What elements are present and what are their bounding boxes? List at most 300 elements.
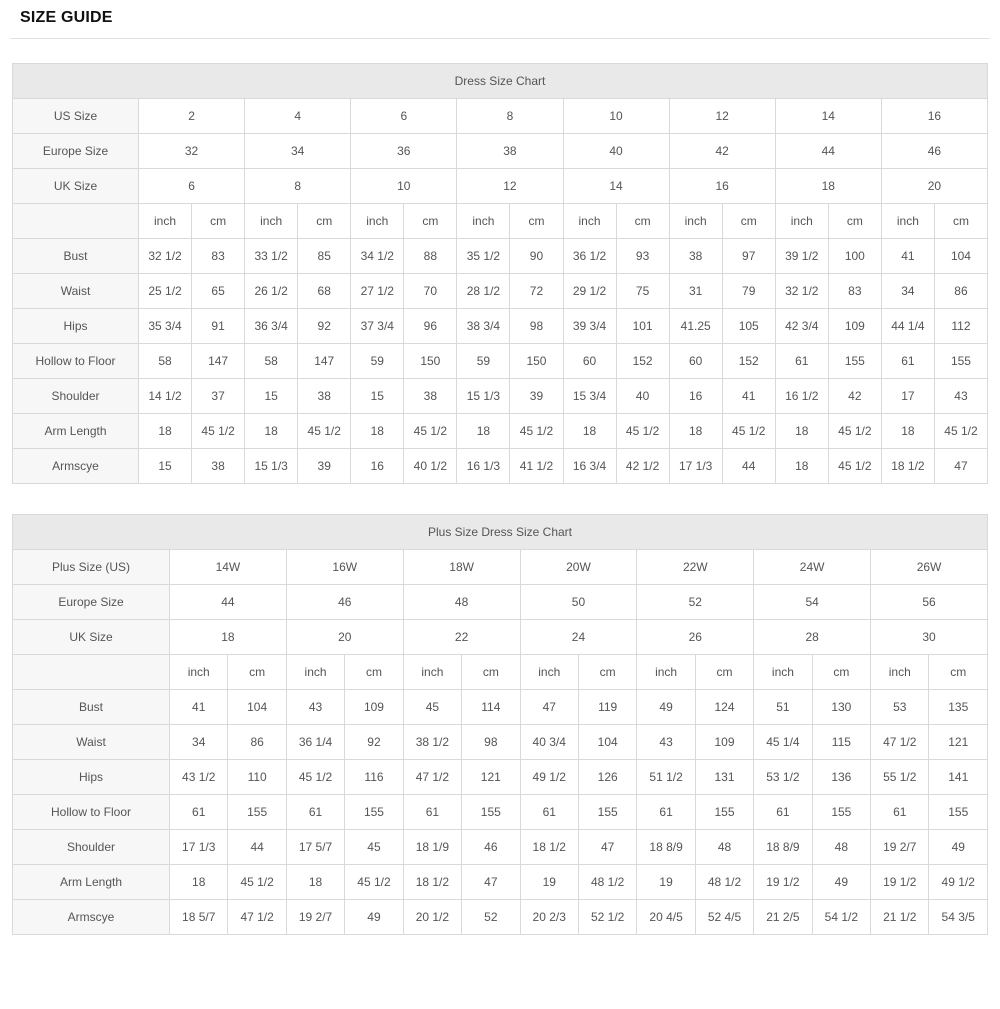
measure-cell: 131	[695, 760, 753, 795]
size-cell: 44	[170, 585, 287, 620]
size-cell: 36	[351, 134, 457, 169]
measure-cell: 45 1/2	[510, 414, 563, 449]
measure-cell: 15 1/3	[245, 449, 298, 484]
measure-cell: 83	[192, 239, 245, 274]
measure-cell: 21 2/5	[754, 900, 812, 935]
measure-row	[13, 900, 988, 935]
unit-cell: inch	[881, 204, 934, 239]
size-cell: 14	[563, 169, 669, 204]
measure-cell: 48 1/2	[695, 865, 753, 900]
measure-cell: 124	[695, 690, 753, 725]
unit-cell: inch	[170, 655, 228, 690]
measure-cell: 38	[669, 239, 722, 274]
size-cell: 4	[245, 99, 351, 134]
measure-cell: 61	[286, 795, 344, 830]
measure-cell: 86	[228, 725, 286, 760]
measure-cell: 45 1/2	[828, 414, 881, 449]
size-cell: 10	[351, 169, 457, 204]
measure-cell: 37	[192, 379, 245, 414]
size-cell: 30	[871, 620, 988, 655]
size-row	[13, 585, 988, 620]
measure-cell: 90	[510, 239, 563, 274]
unit-cell: cm	[695, 655, 753, 690]
measure-cell: 18	[170, 865, 228, 900]
row-label: Shoulder	[13, 830, 170, 865]
measure-cell: 104	[578, 725, 636, 760]
size-cell: 8	[245, 169, 351, 204]
measure-cell: 155	[929, 795, 988, 830]
measure-cell: 155	[828, 344, 881, 379]
measure-cell: 17 5/7	[286, 830, 344, 865]
measure-cell: 20 2/3	[520, 900, 578, 935]
size-cell: 40	[563, 134, 669, 169]
measure-cell: 38	[298, 379, 351, 414]
measure-cell: 155	[695, 795, 753, 830]
measure-cell: 42 3/4	[775, 309, 828, 344]
row-label: Arm Length	[13, 414, 139, 449]
measure-cell: 109	[345, 690, 403, 725]
measure-cell: 18 1/9	[403, 830, 461, 865]
measure-cell: 15 3/4	[563, 379, 616, 414]
unit-cell: inch	[563, 204, 616, 239]
measure-cell: 155	[228, 795, 286, 830]
measure-cell: 51 1/2	[637, 760, 695, 795]
size-cell: 14	[775, 99, 881, 134]
measure-cell: 15	[351, 379, 404, 414]
chart-title: Plus Size Dress Size Chart	[13, 515, 988, 550]
measure-cell: 35 3/4	[139, 309, 192, 344]
measure-cell: 36 1/4	[286, 725, 344, 760]
measure-cell: 104	[228, 690, 286, 725]
unit-cell: cm	[578, 655, 636, 690]
measure-cell: 38	[404, 379, 457, 414]
measure-cell: 19 1/2	[871, 865, 929, 900]
size-cell: 16	[881, 99, 987, 134]
measure-cell: 18 1/2	[403, 865, 461, 900]
row-label: Plus Size (US)	[13, 550, 170, 585]
measure-cell: 98	[462, 725, 520, 760]
measure-cell: 18 1/2	[881, 449, 934, 484]
size-cell: 22	[403, 620, 520, 655]
measure-cell: 155	[345, 795, 403, 830]
unit-cell: cm	[345, 655, 403, 690]
row-label: Bust	[13, 239, 139, 274]
row-label: Armscye	[13, 900, 170, 935]
measure-cell: 19	[637, 865, 695, 900]
measure-cell: 45	[345, 830, 403, 865]
size-cell: 42	[669, 134, 775, 169]
measure-cell: 93	[616, 239, 669, 274]
unit-row	[13, 204, 988, 239]
measure-row	[13, 274, 988, 309]
measure-cell: 17	[881, 379, 934, 414]
row-label: Hollow to Floor	[13, 795, 170, 830]
measure-cell: 110	[228, 760, 286, 795]
row-label: UK Size	[13, 169, 139, 204]
size-cell: 26	[637, 620, 754, 655]
size-cell: 20	[286, 620, 403, 655]
measure-cell: 49 1/2	[929, 865, 988, 900]
measure-cell: 44 1/4	[881, 309, 934, 344]
measure-cell: 29 1/2	[563, 274, 616, 309]
size-row	[13, 620, 988, 655]
measure-cell: 45 1/4	[754, 725, 812, 760]
measure-cell: 34	[881, 274, 934, 309]
measure-cell: 18	[139, 414, 192, 449]
page-title: SIZE GUIDE	[20, 9, 113, 26]
size-cell: 38	[457, 134, 563, 169]
measure-cell: 43	[934, 379, 987, 414]
measure-row	[13, 344, 988, 379]
unit-cell: inch	[637, 655, 695, 690]
measure-cell: 20 1/2	[403, 900, 461, 935]
measure-cell: 45 1/2	[616, 414, 669, 449]
size-cell: 56	[871, 585, 988, 620]
measure-cell: 45 1/2	[404, 414, 457, 449]
row-label: Armscye	[13, 449, 139, 484]
unit-cell: cm	[722, 204, 775, 239]
measure-cell: 51	[754, 690, 812, 725]
size-cell: 24	[520, 620, 637, 655]
measure-cell: 38 3/4	[457, 309, 510, 344]
measure-cell: 25 1/2	[139, 274, 192, 309]
row-label: Shoulder	[13, 379, 139, 414]
measure-cell: 121	[462, 760, 520, 795]
measure-cell: 45 1/2	[722, 414, 775, 449]
measure-cell: 26 1/2	[245, 274, 298, 309]
measure-cell: 37 3/4	[351, 309, 404, 344]
measure-cell: 58	[139, 344, 192, 379]
measure-cell: 105	[722, 309, 775, 344]
measure-row	[13, 795, 988, 830]
measure-cell: 42 1/2	[616, 449, 669, 484]
measure-cell: 61	[754, 795, 812, 830]
measure-row	[13, 865, 988, 900]
unit-cell: cm	[298, 204, 351, 239]
unit-cell: inch	[457, 204, 510, 239]
size-row	[13, 169, 988, 204]
measure-cell: 79	[722, 274, 775, 309]
measure-cell: 45 1/2	[228, 865, 286, 900]
measure-cell: 47	[578, 830, 636, 865]
measure-cell: 75	[616, 274, 669, 309]
measure-cell: 155	[934, 344, 987, 379]
size-cell: 22W	[637, 550, 754, 585]
measure-cell: 49	[637, 690, 695, 725]
measure-cell: 16 1/2	[775, 379, 828, 414]
measure-cell: 40	[616, 379, 669, 414]
measure-cell: 61	[170, 795, 228, 830]
measure-cell: 48	[812, 830, 870, 865]
measure-cell: 47	[520, 690, 578, 725]
measure-row	[13, 725, 988, 760]
measure-cell: 45 1/2	[286, 760, 344, 795]
measure-cell: 147	[298, 344, 351, 379]
measure-cell: 18 5/7	[170, 900, 228, 935]
measure-cell: 83	[828, 274, 881, 309]
measure-cell: 97	[722, 239, 775, 274]
measure-cell: 32 1/2	[139, 239, 192, 274]
measure-cell: 18 8/9	[754, 830, 812, 865]
measure-cell: 17 1/3	[170, 830, 228, 865]
unit-cell: cm	[929, 655, 988, 690]
measure-cell: 130	[812, 690, 870, 725]
measure-row	[13, 239, 988, 274]
measure-cell: 46	[462, 830, 520, 865]
unit-cell: inch	[775, 204, 828, 239]
measure-cell: 20 4/5	[637, 900, 695, 935]
measure-row	[13, 690, 988, 725]
measure-cell: 61	[881, 344, 934, 379]
measure-row	[13, 379, 988, 414]
size-cell: 14W	[170, 550, 287, 585]
measure-cell: 18	[881, 414, 934, 449]
measure-cell: 18	[775, 449, 828, 484]
measure-cell: 49	[345, 900, 403, 935]
measure-cell: 86	[934, 274, 987, 309]
measure-cell: 16	[351, 449, 404, 484]
measure-cell: 15	[245, 379, 298, 414]
measure-cell: 54 1/2	[812, 900, 870, 935]
unit-cell: cm	[192, 204, 245, 239]
measure-row	[13, 414, 988, 449]
measure-cell: 60	[563, 344, 616, 379]
measure-cell: 18 1/2	[520, 830, 578, 865]
plus-size-dress-size-chart	[12, 514, 988, 935]
size-cell: 12	[457, 169, 563, 204]
measure-cell: 43 1/2	[170, 760, 228, 795]
measure-cell: 45 1/2	[828, 449, 881, 484]
measure-cell: 33 1/2	[245, 239, 298, 274]
unit-cell: inch	[286, 655, 344, 690]
measure-cell: 54 3/5	[929, 900, 988, 935]
measure-cell: 40 3/4	[520, 725, 578, 760]
size-row	[13, 99, 988, 134]
measure-cell: 59	[351, 344, 404, 379]
measure-cell: 19 2/7	[871, 830, 929, 865]
unit-cell: inch	[669, 204, 722, 239]
row-label: Europe Size	[13, 134, 139, 169]
measure-cell: 32 1/2	[775, 274, 828, 309]
measure-cell: 135	[929, 690, 988, 725]
measure-cell: 155	[812, 795, 870, 830]
measure-cell: 18	[669, 414, 722, 449]
measure-cell: 112	[934, 309, 987, 344]
measure-cell: 27 1/2	[351, 274, 404, 309]
measure-cell: 92	[298, 309, 351, 344]
size-cell: 52	[637, 585, 754, 620]
size-cell: 46	[881, 134, 987, 169]
measure-cell: 41 1/2	[510, 449, 563, 484]
measure-cell: 15 1/3	[457, 379, 510, 414]
size-cell: 24W	[754, 550, 871, 585]
size-cell: 6	[139, 169, 245, 204]
size-cell: 46	[286, 585, 403, 620]
row-label: UK Size	[13, 620, 170, 655]
measure-cell: 150	[404, 344, 457, 379]
size-cell: 54	[754, 585, 871, 620]
size-cell: 18	[775, 169, 881, 204]
measure-cell: 109	[828, 309, 881, 344]
measure-cell: 155	[578, 795, 636, 830]
measure-cell: 109	[695, 725, 753, 760]
measure-cell: 18	[351, 414, 404, 449]
measure-cell: 136	[812, 760, 870, 795]
measure-cell: 49	[929, 830, 988, 865]
measure-cell: 31	[669, 274, 722, 309]
unit-cell: cm	[510, 204, 563, 239]
measure-cell: 47	[462, 865, 520, 900]
measure-cell: 52 1/2	[578, 900, 636, 935]
row-label	[13, 655, 170, 690]
measure-cell: 28 1/2	[457, 274, 510, 309]
measure-cell: 52	[462, 900, 520, 935]
measure-cell: 152	[722, 344, 775, 379]
size-cell: 18W	[403, 550, 520, 585]
row-label: Waist	[13, 725, 170, 760]
measure-cell: 121	[929, 725, 988, 760]
measure-cell: 18	[775, 414, 828, 449]
measure-cell: 41	[170, 690, 228, 725]
unit-row	[13, 655, 988, 690]
row-label: Hollow to Floor	[13, 344, 139, 379]
measure-cell: 18	[563, 414, 616, 449]
dress-size-chart-table	[12, 63, 988, 484]
measure-cell: 14 1/2	[139, 379, 192, 414]
measure-cell: 126	[578, 760, 636, 795]
measure-cell: 19	[520, 865, 578, 900]
measure-cell: 47 1/2	[403, 760, 461, 795]
size-cell: 18	[170, 620, 287, 655]
measure-cell: 58	[245, 344, 298, 379]
size-cell: 16W	[286, 550, 403, 585]
measure-row	[13, 760, 988, 795]
measure-cell: 59	[457, 344, 510, 379]
measure-cell: 16 3/4	[563, 449, 616, 484]
row-label: Arm Length	[13, 865, 170, 900]
measure-cell: 101	[616, 309, 669, 344]
row-label: Hips	[13, 760, 170, 795]
measure-cell: 61	[403, 795, 461, 830]
measure-cell: 49 1/2	[520, 760, 578, 795]
size-cell: 20W	[520, 550, 637, 585]
unit-cell: cm	[616, 204, 669, 239]
size-row	[13, 550, 988, 585]
measure-cell: 70	[404, 274, 457, 309]
measure-cell: 45 1/2	[345, 865, 403, 900]
measure-cell: 48 1/2	[578, 865, 636, 900]
measure-cell: 48	[695, 830, 753, 865]
measure-cell: 39	[510, 379, 563, 414]
measure-cell: 18	[286, 865, 344, 900]
measure-row	[13, 449, 988, 484]
size-cell: 16	[669, 169, 775, 204]
chart-title: Dress Size Chart	[13, 64, 988, 99]
measure-cell: 47 1/2	[228, 900, 286, 935]
measure-cell: 44	[722, 449, 775, 484]
chart-title-row	[13, 64, 988, 99]
measure-cell: 85	[298, 239, 351, 274]
measure-cell: 17 1/3	[669, 449, 722, 484]
measure-cell: 41	[881, 239, 934, 274]
measure-cell: 61	[871, 795, 929, 830]
measure-cell: 34	[170, 725, 228, 760]
measure-cell: 39	[298, 449, 351, 484]
measure-cell: 96	[404, 309, 457, 344]
size-cell: 2	[139, 99, 245, 134]
unit-cell: inch	[520, 655, 578, 690]
measure-cell: 45	[403, 690, 461, 725]
size-cell: 8	[457, 99, 563, 134]
unit-cell: cm	[934, 204, 987, 239]
measure-cell: 47	[934, 449, 987, 484]
measure-cell: 16	[669, 379, 722, 414]
measure-cell: 52 4/5	[695, 900, 753, 935]
size-cell: 44	[775, 134, 881, 169]
row-label: Waist	[13, 274, 139, 309]
size-cell: 12	[669, 99, 775, 134]
size-cell: 10	[563, 99, 669, 134]
measure-cell: 15	[139, 449, 192, 484]
measure-cell: 45 1/2	[934, 414, 987, 449]
measure-cell: 38 1/2	[403, 725, 461, 760]
unit-cell: cm	[828, 204, 881, 239]
title-divider	[10, 38, 990, 39]
size-cell: 26W	[871, 550, 988, 585]
unit-cell: cm	[812, 655, 870, 690]
row-label: Europe Size	[13, 585, 170, 620]
measure-cell: 43	[286, 690, 344, 725]
measure-cell: 18 8/9	[637, 830, 695, 865]
measure-cell: 92	[345, 725, 403, 760]
measure-cell: 104	[934, 239, 987, 274]
measure-cell: 55 1/2	[871, 760, 929, 795]
measure-cell: 150	[510, 344, 563, 379]
measure-cell: 68	[298, 274, 351, 309]
size-cell: 48	[403, 585, 520, 620]
unit-cell: cm	[228, 655, 286, 690]
measure-cell: 18	[457, 414, 510, 449]
measure-row	[13, 309, 988, 344]
measure-cell: 60	[669, 344, 722, 379]
measure-cell: 16 1/3	[457, 449, 510, 484]
unit-cell: cm	[462, 655, 520, 690]
measure-cell: 42	[828, 379, 881, 414]
size-guide-page	[0, 9, 1000, 935]
size-row	[13, 134, 988, 169]
measure-cell: 39 1/2	[775, 239, 828, 274]
unit-cell: inch	[871, 655, 929, 690]
measure-cell: 88	[404, 239, 457, 274]
measure-cell: 21 1/2	[871, 900, 929, 935]
measure-cell: 155	[462, 795, 520, 830]
measure-cell: 36 1/2	[563, 239, 616, 274]
measure-cell: 38	[192, 449, 245, 484]
row-label: Hips	[13, 309, 139, 344]
measure-cell: 53	[871, 690, 929, 725]
size-cell: 28	[754, 620, 871, 655]
measure-cell: 41.25	[669, 309, 722, 344]
unit-cell: inch	[139, 204, 192, 239]
dress-size-chart	[12, 63, 988, 484]
unit-cell: cm	[404, 204, 457, 239]
measure-cell: 61	[775, 344, 828, 379]
measure-cell: 39 3/4	[563, 309, 616, 344]
unit-cell: inch	[245, 204, 298, 239]
measure-cell: 18	[245, 414, 298, 449]
size-cell: 50	[520, 585, 637, 620]
measure-cell: 40 1/2	[404, 449, 457, 484]
